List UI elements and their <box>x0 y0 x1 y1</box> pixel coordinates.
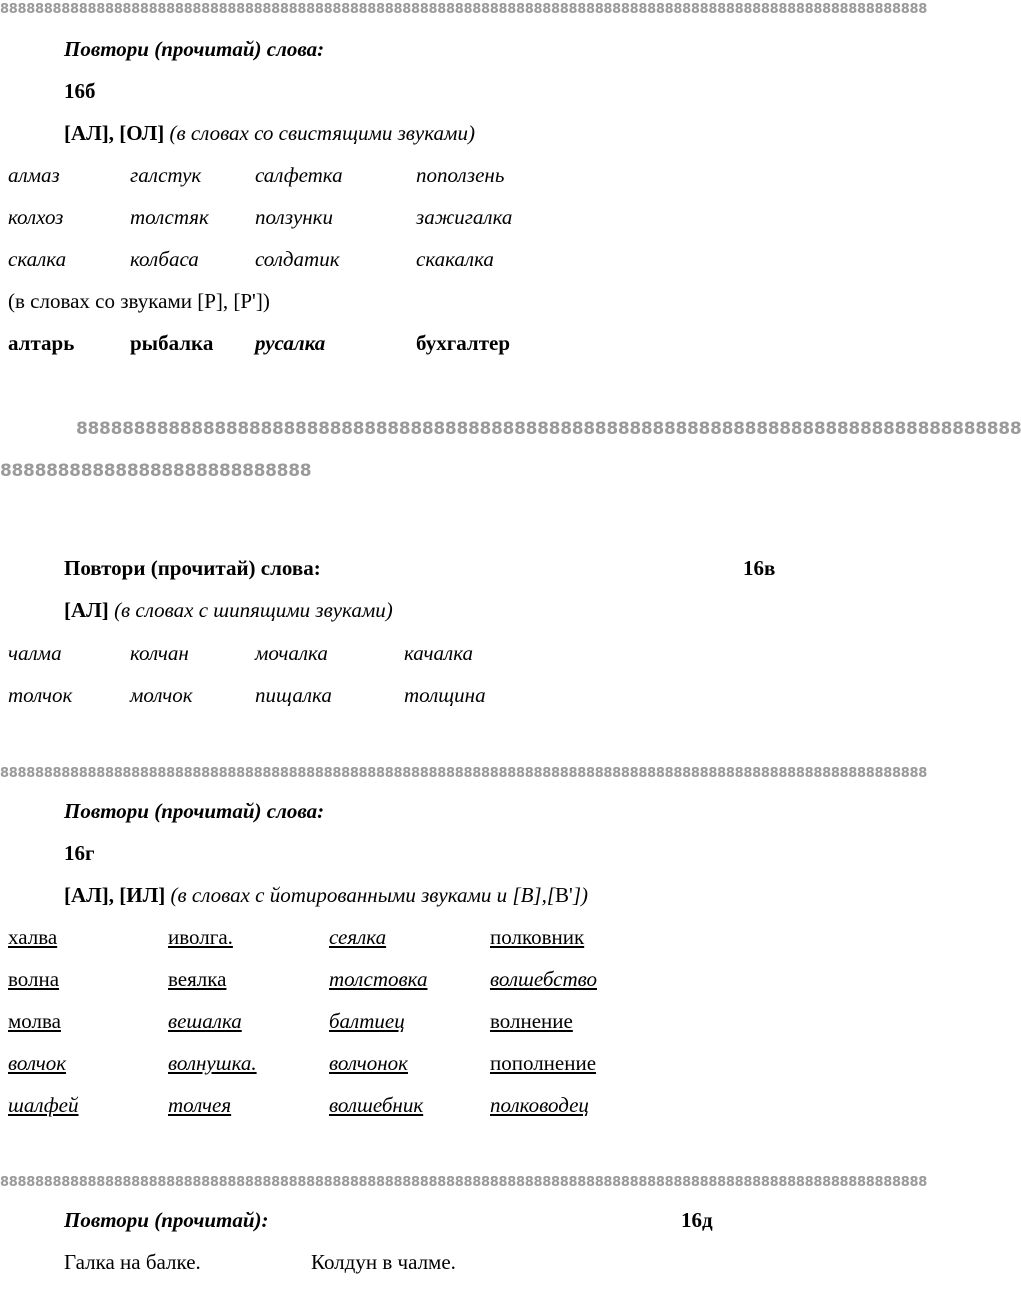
list-item: пополнение <box>490 1051 597 1075</box>
section-g-sounds: [АЛ], [ИЛ] <box>64 883 166 907</box>
section-v-sounds: [АЛ] <box>64 598 109 622</box>
list-item: толстяк <box>130 205 209 229</box>
section-b-heading: Повтори (прочитай) слова: <box>64 37 325 61</box>
list-item: ползунки <box>255 205 334 229</box>
list-item: полковник <box>490 925 585 949</box>
section-g-sounds-line <box>64 882 588 908</box>
list-item: балтиец <box>329 1009 405 1033</box>
list-item: бухгалтер <box>416 331 511 355</box>
section-g-number: 16г <box>64 841 95 865</box>
list-item: толстовка <box>329 967 428 991</box>
list-item: алмаз <box>8 163 60 187</box>
list-item: салфетка <box>255 163 343 187</box>
section-b-number: 16б <box>64 79 96 103</box>
list-item: галстук <box>130 163 202 187</box>
list-item: мочалка <box>255 641 328 665</box>
list-item: колхоз <box>8 205 64 229</box>
section-g-sounds-note-v: В' <box>555 883 573 907</box>
section-b-sounds-line <box>64 120 475 146</box>
list-item: солдатик <box>255 247 340 271</box>
list-item: скалка <box>8 247 67 271</box>
decorative-border-short: 888888888888888888888888888 <box>0 461 312 481</box>
section-g-sounds-note: (в словах с йотированными звуками и [В],[ <box>170 883 556 907</box>
list-item: молва <box>8 1009 61 1033</box>
list-item: чалма <box>8 641 62 665</box>
section-g-heading: Повтори (прочитай) слова: <box>64 799 325 823</box>
section-b-sounds-note: (в словах со свистящими звуками) <box>169 121 475 145</box>
list-item: шалфей <box>8 1093 79 1117</box>
list-item: волчок <box>8 1051 67 1075</box>
section-v-sounds-line <box>64 597 393 623</box>
section-d-number: 16д <box>681 1208 713 1232</box>
list-item: толчок <box>8 683 73 707</box>
list-item: иволга. <box>168 925 233 949</box>
list-item: пищалка <box>255 683 332 707</box>
list-item: волнение <box>490 1009 573 1033</box>
list-item: сеялка <box>329 925 387 949</box>
list-item: веялка <box>168 967 227 991</box>
section-d-heading: Повтори (прочитай): <box>64 1208 269 1232</box>
list-item: алтарь <box>8 331 75 355</box>
list-item: качалка <box>404 641 473 665</box>
list-item: халва <box>8 925 58 949</box>
list-item: русалка <box>255 331 326 355</box>
section-b-note-r: (в словах со звуками [Р], [Р']) <box>8 289 270 313</box>
decorative-border-middle: 8888888888888888888888888888888888888888888888888888888888888888888888888888888888888888888888888888888888 <box>0 766 928 781</box>
list-item: вешалка <box>168 1009 242 1033</box>
section-d-phrase-2: Колдун в чалме. <box>311 1250 456 1274</box>
list-item: зажигалка <box>416 205 513 229</box>
list-item: скакалка <box>416 247 494 271</box>
section-v-heading: Повтори (прочитай) слова: <box>64 556 321 580</box>
section-v-sounds-note: (в словах с шипящими звуками) <box>114 598 393 622</box>
list-item: рыбалка <box>130 331 214 355</box>
list-item: толчея <box>168 1093 232 1117</box>
list-item: поползень <box>416 163 505 187</box>
section-b-sounds: [АЛ], [ОЛ] <box>64 121 165 145</box>
list-item: волшебник <box>329 1093 424 1117</box>
list-item: волчонок <box>329 1051 408 1075</box>
decorative-border-indented: 8888888888888888888888888888888888888888888888888888888888888888888888888888888888 <box>76 419 1021 439</box>
list-item: колбаса <box>130 247 199 271</box>
list-item: молчок <box>130 683 193 707</box>
list-item: волнушка. <box>168 1051 257 1075</box>
section-d-phrase-1: Галка на балке. <box>64 1250 201 1274</box>
list-item: волна <box>8 967 60 991</box>
decorative-border-top: 8888888888888888888888888888888888888888888888888888888888888888888888888888888888888888888888888888888888 <box>0 2 928 17</box>
list-item: полководец <box>490 1093 589 1117</box>
section-g-sounds-note-end: ]) <box>572 883 588 907</box>
list-item: толщина <box>404 683 486 707</box>
list-item: колчан <box>130 641 189 665</box>
section-v-number: 16в <box>743 556 776 580</box>
list-item: волшебство <box>490 967 597 991</box>
decorative-border-bottom: 8888888888888888888888888888888888888888888888888888888888888888888888888888888888888888888888888888888888 <box>0 1175 928 1190</box>
